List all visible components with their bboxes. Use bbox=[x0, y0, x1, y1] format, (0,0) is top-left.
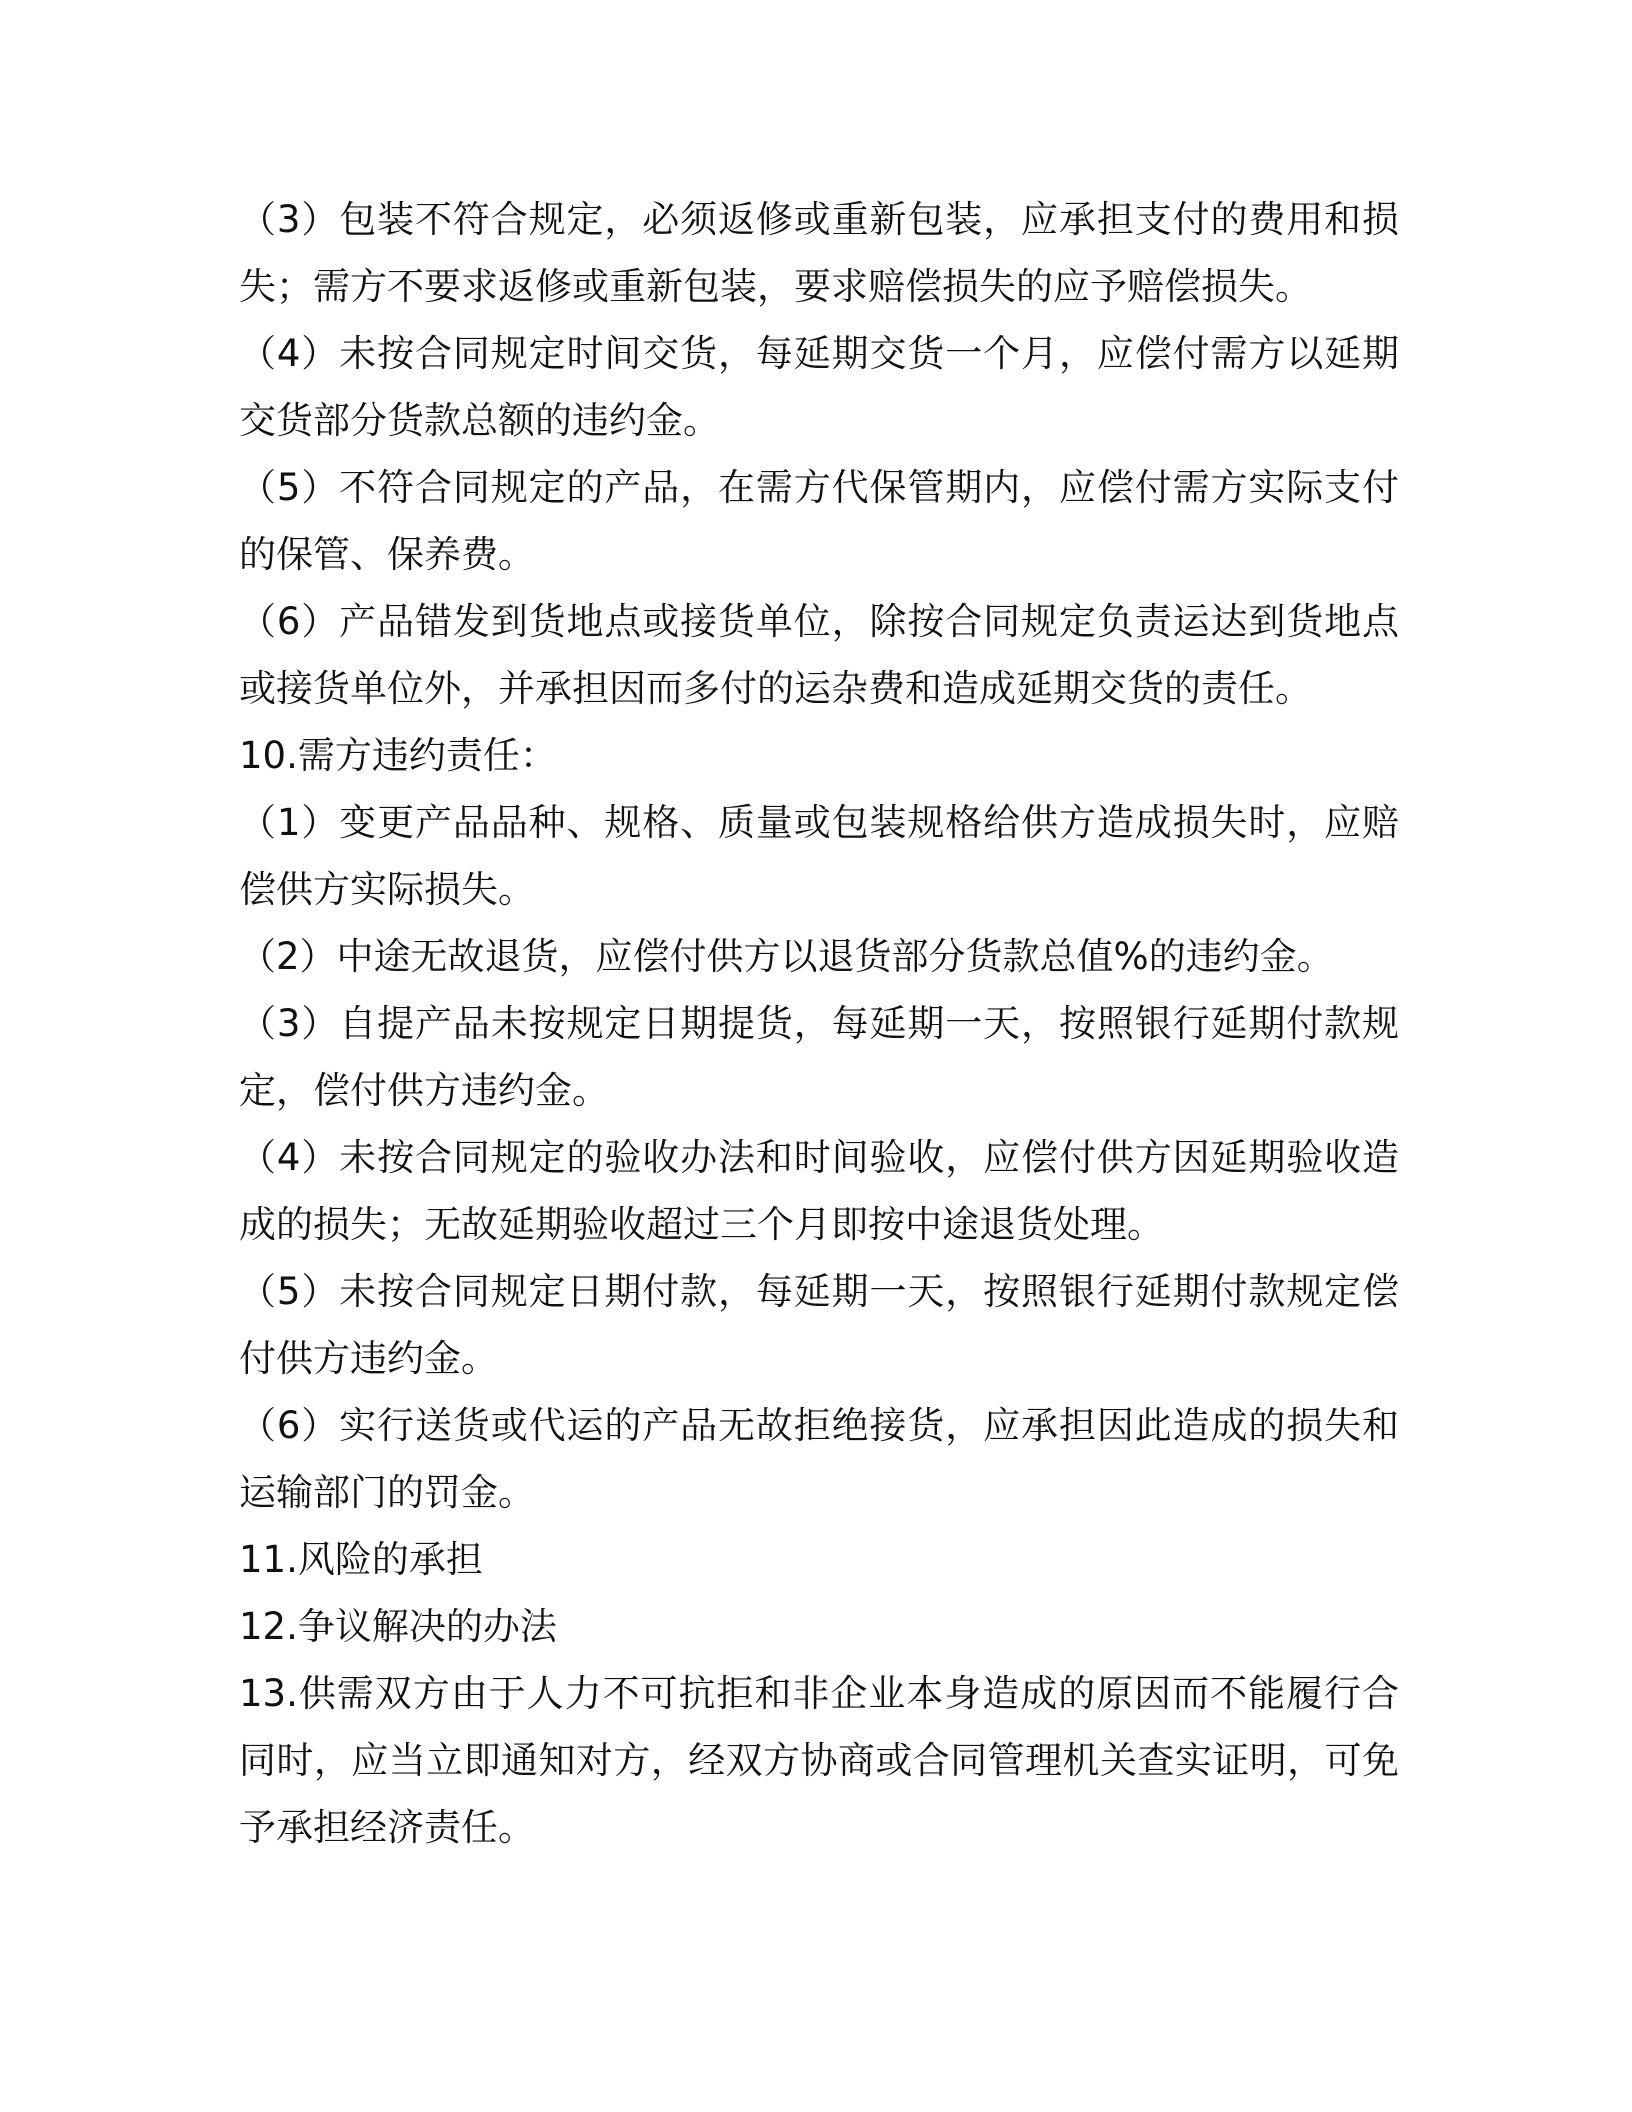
clause-supplier-3-packaging: （3）包装不符合规定，必须返修或重新包装，应承担支付的费用和损失；需方不要求返修或重新包装，要求赔偿损失的应予赔偿损失。 bbox=[239, 198, 1399, 308]
section-heading-12-disputes: 12.争议解决的办法 bbox=[239, 1605, 557, 1648]
clause-buyer-4-acceptance: （4）未按合同规定的验收办法和时间验收，应偿付供方因延期验收造成的损失；无故延期验收超过三个月即按中途退货处理。 bbox=[239, 1136, 1399, 1246]
clause-buyer-5-late-payment: （5）未按合同规定日期付款，每延期一天，按照银行延期付款规定偿付供方违约金。 bbox=[239, 1270, 1399, 1380]
clause-buyer-6-refusal: （6）实行送货或代运的产品无故拒绝接货，应承担因此造成的损失和运输部门的罚金。 bbox=[239, 1404, 1399, 1514]
document-body bbox=[239, 186, 1399, 1861]
clause-supplier-6-misdelivery: （6）产品错发到货地点或接货单位，除按合同规定负责运达到货地点或接货单位外，并承担因而多付的运杂费和造成延期交货的责任。 bbox=[239, 600, 1399, 710]
clause-buyer-2-return: （2）中途无故退货，应偿付供方以退货部分货款总值%的违约金。 bbox=[239, 935, 1334, 978]
clause-buyer-1-spec-change: （1）变更产品品种、规格、质量或包装规格给供方造成损失时，应赔偿供方实际损失。 bbox=[239, 801, 1399, 911]
section-13-force-majeure: 13.供需双方由于人力不可抗拒和非企业本身造成的原因而不能履行合同时，应当立即通知对方，经双方协商或合同管理机关查实证明，可免予承担经济责任。 bbox=[239, 1672, 1399, 1849]
clause-buyer-3-pickup-delay: （3）自提产品未按规定日期提货，每延期一天，按照银行延期付款规定，偿付供方违约金。 bbox=[239, 1002, 1399, 1112]
clause-supplier-5-custody-fees: （5）不符合同规定的产品，在需方代保管期内，应偿付需方实际支付的保管、保养费。 bbox=[239, 466, 1399, 576]
section-heading-11-risk: 11.风险的承担 bbox=[239, 1538, 483, 1581]
section-heading-10-buyer-liability: 10.需方违约责任： bbox=[239, 734, 557, 777]
clause-supplier-4-late-delivery: （4）未按合同规定时间交货，每延期交货一个月，应偿付需方以延期交货部分货款总额的违约金。 bbox=[239, 332, 1399, 442]
